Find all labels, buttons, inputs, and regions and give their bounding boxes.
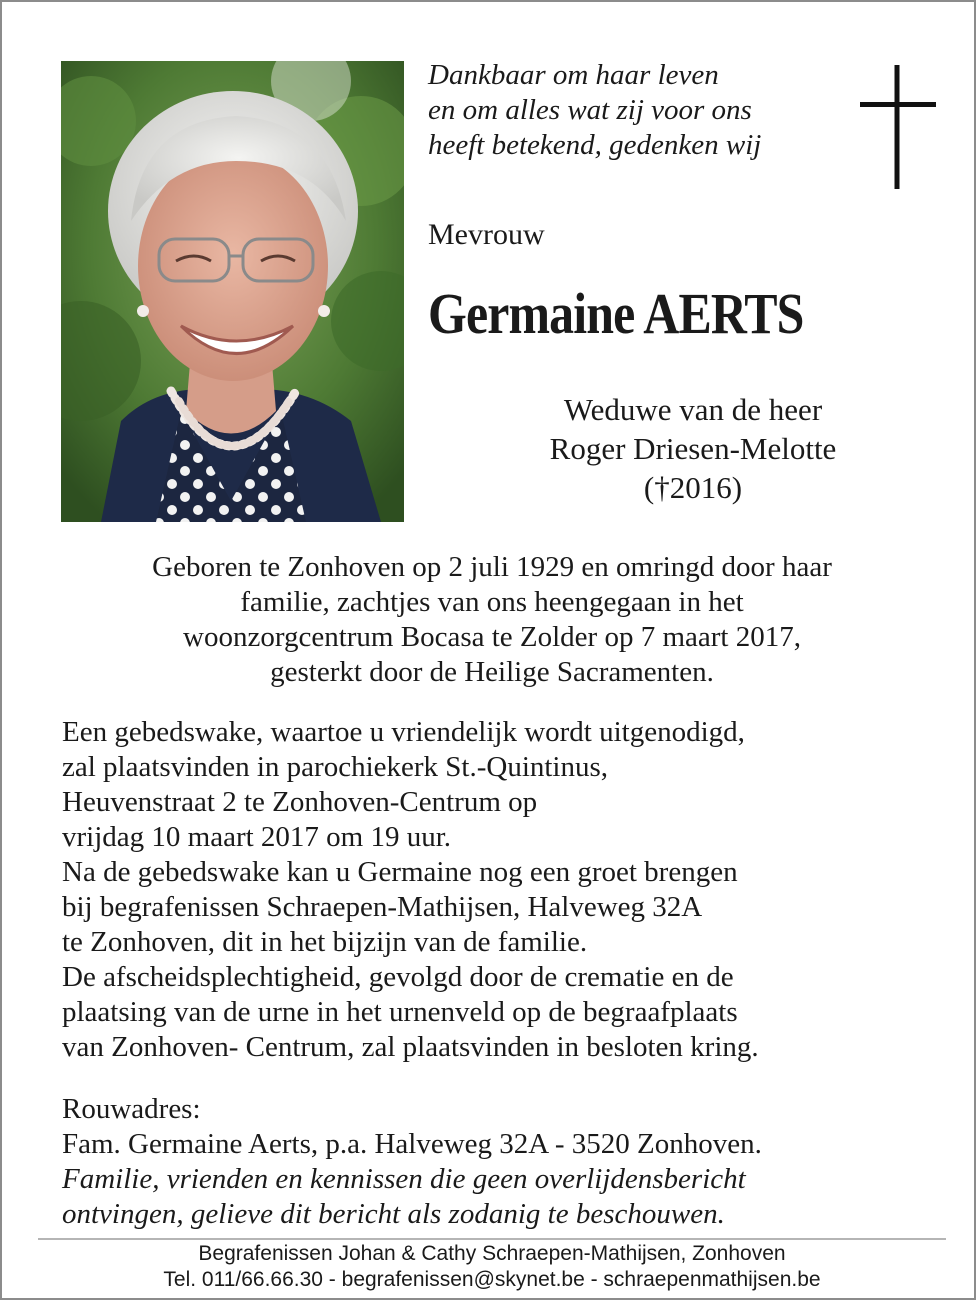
honorific: Mevrouw [428, 218, 545, 251]
address-value: Fam. Germaine Aerts, p.a. Halveweg 32A - 3520 Zonhoven. [62, 1128, 762, 1160]
portrait-photo [61, 61, 404, 522]
wake-line: te Zonhoven, dit in het bijzijn van de familie. [62, 926, 588, 958]
wake-line: van Zonhoven- Centrum, zal plaatsvinden in besloten kring. [62, 1031, 759, 1063]
spouse-line: Weduwe van de heer [563, 392, 823, 427]
wake-line: De afscheidsplechtigheid, gevolgd door de crematie en de [62, 961, 734, 993]
spouse-line: (†2016) [643, 470, 743, 505]
footer-company: Begrafenissen Johan & Cathy Schraepen-Mathijsen, Zonhoven [198, 1242, 786, 1265]
birth-line: familie, zachtjes van ons heengegaan in het [240, 586, 744, 618]
wake-line: vrijdag 10 maart 2017 om 19 uur. [62, 821, 452, 853]
intro-line: heeft betekend, gedenken wij [428, 129, 762, 161]
birth-line: Geboren te Zonhoven op 2 juli 1929 en omringd door haar [152, 551, 832, 583]
address-label: Rouwadres: [62, 1093, 201, 1125]
wake-line: bij begrafenissen Schraepen-Mathijsen, Halveweg 32A [62, 891, 703, 923]
wake-line: plaatsing van de urne in het urnenveld op de begraafplaats [62, 996, 738, 1028]
address-note-line: ontvingen, gelieve dit bericht als zodanig te beschouwen. [62, 1198, 725, 1230]
wake-line: Heuvenstraat 2 te Zonhoven-Centrum op [62, 786, 538, 818]
footer-contact: Tel. 011/66.66.30 - begrafenissen@skynet.be - schraepenmathijsen.be [163, 1268, 821, 1291]
wake-line: Een gebedswake, waartoe u vriendelijk wordt uitgenodigd, [62, 716, 745, 748]
spouse-block [428, 390, 958, 507]
wake-line: zal plaatsvinden in parochiekerk St.-Quintinus, [62, 751, 609, 783]
intro-text [428, 58, 848, 163]
funeral-home-footer [38, 1241, 946, 1293]
address-note-line: Familie, vrienden en kennissen die geen overlijdensbericht [62, 1163, 746, 1195]
birth-line: woonzorgcentrum Bocasa te Zolder op 7 maart 2017, [183, 621, 801, 653]
wake-line: Na de gebedswake kan u Germaine nog een groet brengen [62, 856, 738, 888]
intro-line: en om alles wat zij voor ons [428, 94, 752, 126]
deceased-name: Germaine AERTS [428, 281, 804, 346]
spouse-line: Roger Driesen-Melotte [549, 431, 837, 466]
intro-line: Dankbaar om haar leven [428, 59, 719, 91]
wake-paragraph [62, 715, 952, 1065]
footer-divider [38, 1238, 946, 1240]
mourning-address [62, 1092, 952, 1232]
latin-cross-icon [860, 65, 936, 189]
birth-paragraph [42, 550, 942, 690]
birth-line: gesterkt door de Heilige Sacramenten. [270, 656, 714, 688]
